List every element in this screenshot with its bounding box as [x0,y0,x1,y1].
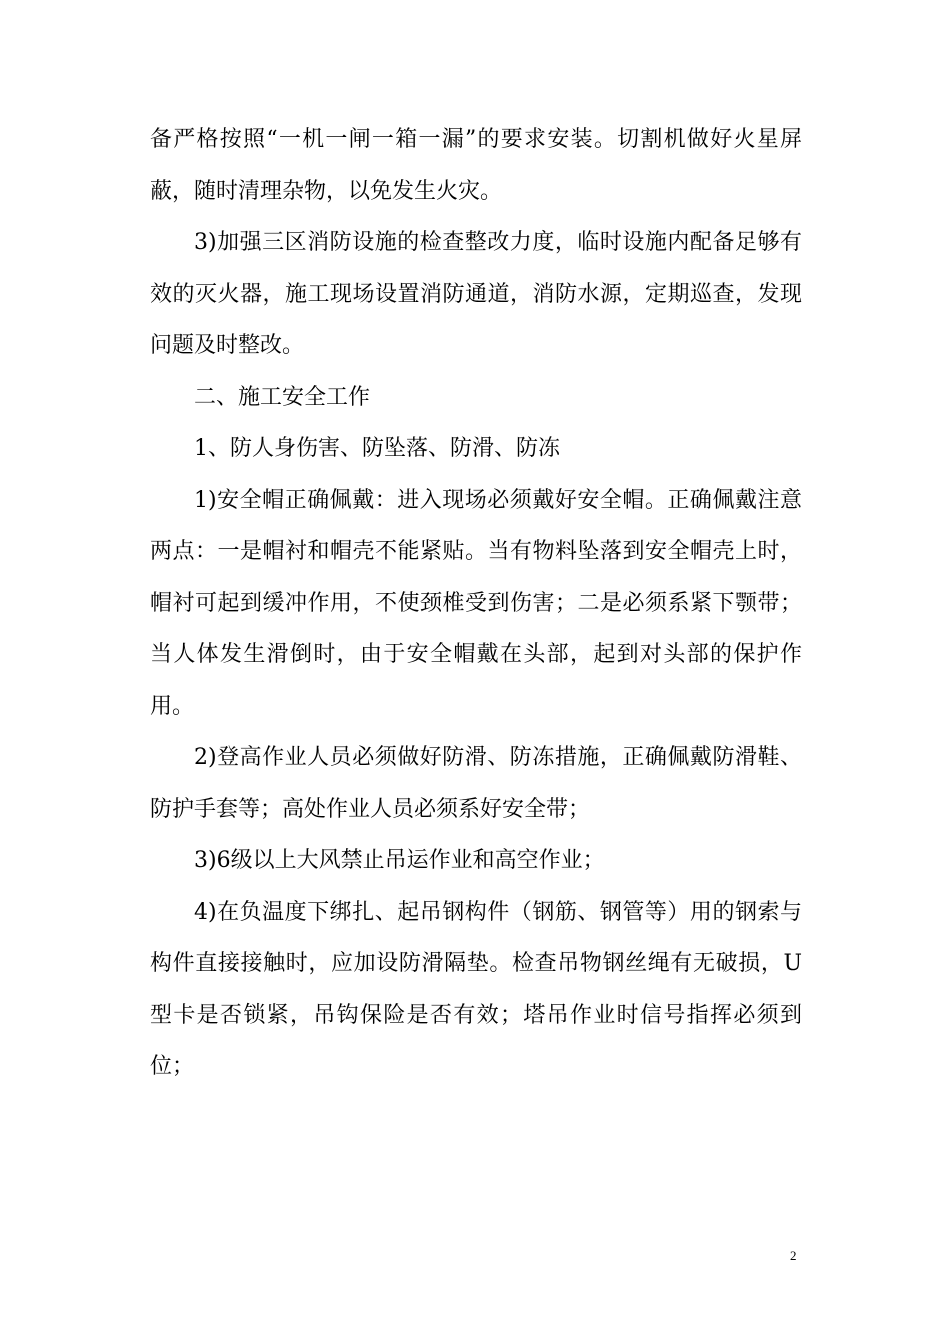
section-heading-construction-safety: 二、施工安全工作 [194,384,371,410]
document-body [150,114,802,1093]
paragraph-safety-helmet: 1)安全帽正确佩戴：进入现场必须戴好安全帽。正确佩戴注意两点：一是帽衬和帽壳不能紧贴。当有物料坠落到安全帽壳上时，帽衬可起到缓冲作用，不使颈椎受到伤害；二是必须系紧下颚带；当人体发生滑倒时，由于安全帽戴在头部，起到对头部的保护作用。 [150,487,802,719]
paragraph-anti-slip: 2)登高作业人员必须做好防滑、防冻措施，正确佩戴防滑鞋、防护手套等；高处作业人员必须系好安全带； [150,745,802,822]
paragraph-continuation: 备严格按照“一机一闸一箱一漏”的要求安装。切割机做好火星屏蔽，随时清理杂物，以免发生火灾。 [150,127,802,204]
subsection-heading-injury-prevention: 1、防人身伤害、防坠落、防滑、防冻 [194,436,560,461]
paragraph-fire-facilities: 3)加强三区消防设施的检查整改力度，临时设施内配备足够有效的灭火器，施工现场设置消防通道，消防水源，定期巡查，发现问题及时整改。 [150,230,802,358]
paragraph-lifting-steel: 4)在负温度下绑扎、起吊钢构件（钢筋、钢管等）用的钢索与构件直接接触时，应加设防滑隔垫。检查吊物钢丝绳有无破损，U型卡是否锁紧，吊钩保险是否有效；塔吊作业时信号指挥必须到位； [150,899,802,1079]
paragraph-wind-restriction: 3)6级以上大风禁止吊运作业和高空作业； [194,848,605,873]
page-number: 2 [790,1248,797,1263]
